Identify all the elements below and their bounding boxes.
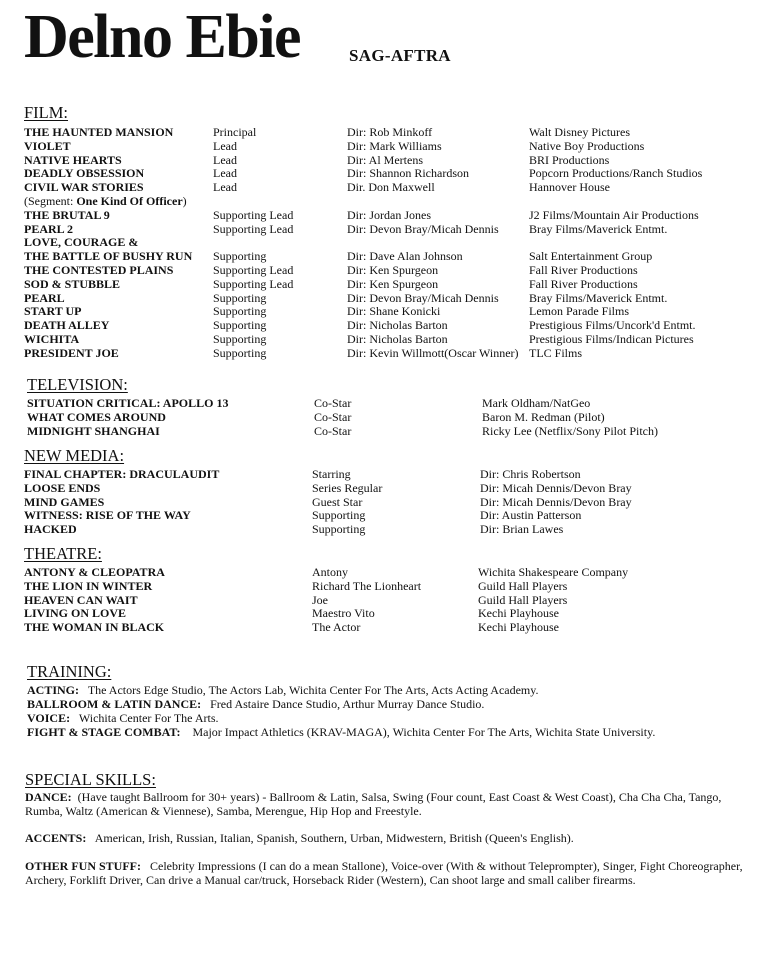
- television-heading: TELEVISION:: [27, 375, 128, 394]
- credit-director: Dir: Dave Alan Johnson: [347, 249, 463, 264]
- credit-row: [24, 305, 759, 319]
- dance-skills: [25, 790, 753, 818]
- credit-company: Kechi Playhouse: [478, 606, 559, 621]
- credit-row: [24, 181, 759, 195]
- credit-row: [24, 347, 759, 361]
- training-section: [27, 663, 655, 739]
- actor-name: Delno Ebie: [24, 3, 301, 71]
- credit-title: HACKED: [24, 522, 77, 537]
- credit-director: Dir: Austin Patterson: [480, 508, 582, 523]
- credit-director: Dir: Brian Lawes: [480, 522, 564, 537]
- segment-title: One Kind Of Officer: [76, 193, 183, 208]
- credit-role: Lead: [213, 138, 237, 153]
- credit-company: Walt Disney Pictures: [529, 125, 631, 139]
- training-label: ACTING:: [27, 683, 80, 697]
- credit-title: THE BRUTAL 9: [24, 207, 110, 222]
- theatre-heading: THEATRE:: [24, 544, 102, 563]
- training-item: [27, 683, 655, 697]
- special-skills-heading: SPECIAL SKILLS:: [25, 770, 156, 789]
- credit-director: Dir: Kevin Willmott(Oscar Winner): [347, 345, 519, 360]
- credit-company: J2 Films/Mountain Air Productions: [529, 207, 699, 222]
- credit-title: PEARL: [24, 290, 65, 305]
- credit-role: Lead: [213, 152, 237, 167]
- credit-row: [24, 523, 740, 537]
- credit-company: Guild Hall Players: [478, 578, 568, 593]
- training-text: The Actors Edge Studio, The Actors Lab, Wichita Center For The Arts, Acts Acting Academy.: [87, 683, 539, 697]
- credit-role: Starring: [312, 467, 351, 481]
- training-heading: TRAINING:: [27, 662, 112, 681]
- new-media-table: [24, 468, 740, 537]
- credit-role: Supporting: [312, 508, 366, 523]
- training-text: Fred Astaire Dance Studio, Arthur Murray Dance Studio.: [210, 697, 485, 711]
- credit-row: [24, 468, 740, 482]
- credit-title: THE CONTESTED PLAINS: [24, 262, 174, 277]
- accent-skills: [25, 831, 753, 845]
- credit-role: Richard The Lionheart: [312, 578, 422, 593]
- film-segment-note: [24, 195, 759, 209]
- credit-company: Native Boy Productions: [529, 138, 645, 153]
- theatre-section: [24, 545, 740, 635]
- film-table: [24, 126, 759, 361]
- segment-suffix: ): [182, 193, 187, 208]
- credit-row: [24, 236, 759, 250]
- credit-role: Supporting: [213, 290, 267, 305]
- credit-row: [24, 566, 740, 580]
- credit-title: LIVING ON LOVE: [24, 606, 127, 621]
- credit-director: Dir: Chris Robertson: [480, 467, 581, 481]
- credit-company: TLC Films: [529, 345, 583, 360]
- credit-row: [24, 209, 759, 223]
- credit-company: Bray Films/Maverick Entmt.: [529, 221, 668, 236]
- credit-role: Supporting Lead: [213, 262, 294, 277]
- credit-role: Principal: [213, 125, 257, 139]
- training-text: Wichita Center For The Arts.: [78, 711, 219, 725]
- credit-row: [24, 496, 740, 510]
- credit-company: Prestigious Films/Uncork'd Entmt.: [529, 318, 696, 333]
- credit-company: Kechi Playhouse: [478, 620, 559, 635]
- credit-title: PRESIDENT JOE: [24, 345, 119, 360]
- credit-director: Dir: Nicholas Barton: [347, 318, 448, 333]
- credit-row: [24, 621, 740, 635]
- credit-title: THE LION IN WINTER: [24, 578, 153, 593]
- television-section: [27, 376, 742, 438]
- credit-company: Salt Entertainment Group: [529, 249, 653, 264]
- credit-company: Lemon Parade Films: [529, 304, 629, 319]
- credit-row: [24, 167, 759, 181]
- other-skills: [25, 859, 753, 887]
- credit-row: [24, 607, 740, 621]
- credit-title: LOOSE ENDS: [24, 480, 101, 495]
- credit-director: [347, 236, 529, 250]
- credit-title: MIND GAMES: [24, 494, 105, 509]
- credit-role: Supporting: [213, 318, 267, 333]
- film-heading: FILM:: [24, 103, 69, 122]
- accents-label: ACCENTS:: [25, 831, 87, 846]
- credit-row: [24, 509, 740, 523]
- credit-title: WITNESS: RISE OF THE WAY: [24, 508, 191, 523]
- training-item: [27, 711, 655, 725]
- credit-role: Series Regular: [312, 480, 383, 495]
- new-media-section: [24, 447, 740, 537]
- credit-network: Baron M. Redman (Pilot): [482, 409, 605, 424]
- credit-network: Ricky Lee (Netflix/Sony Pilot Pitch): [482, 423, 658, 438]
- credit-role: Supporting: [312, 522, 366, 537]
- credit-role: Supporting Lead: [213, 276, 294, 291]
- credit-director: Dir: Shannon Richardson: [347, 166, 469, 181]
- credit-role: Supporting Lead: [213, 207, 294, 222]
- credit-row: [27, 425, 742, 439]
- credit-title: WHAT COMES AROUND: [27, 409, 166, 424]
- credit-role: Maestro Vito: [312, 606, 375, 621]
- credit-role: Supporting: [213, 331, 267, 346]
- credit-row: [24, 292, 759, 306]
- credit-director: Dir: Devon Bray/Micah Dennis: [347, 221, 499, 236]
- training-item: [27, 697, 655, 711]
- credit-title: THE BATTLE OF BUSHY RUN: [24, 249, 193, 264]
- union-affiliation: SAG-AFTRA: [349, 46, 451, 65]
- credit-role: Guest Star: [312, 494, 363, 509]
- credit-row: [24, 333, 759, 347]
- credit-director: Dir: Mark Williams: [347, 138, 442, 153]
- new-media-heading: NEW MEDIA:: [24, 446, 125, 465]
- credit-role: Co-Star: [314, 423, 352, 438]
- credit-director: Dir: Devon Bray/Micah Dennis: [347, 290, 499, 305]
- credit-company: Fall River Productions: [529, 262, 638, 277]
- credit-role: Supporting: [213, 249, 267, 264]
- credit-title: THE HAUNTED MANSION: [24, 125, 174, 139]
- credit-title: START UP: [24, 304, 82, 319]
- credit-title: WICHITA: [24, 331, 80, 346]
- credit-title: DEADLY OBSESSION: [24, 166, 145, 181]
- credit-role: [213, 236, 347, 250]
- dance-label: DANCE:: [25, 790, 72, 804]
- segment-prefix: (Segment:: [24, 193, 77, 208]
- credit-director: Dir: Jordan Jones: [347, 207, 431, 222]
- credit-row: [27, 397, 742, 411]
- credit-title: FINAL CHAPTER: DRACULAUDIT: [24, 467, 220, 481]
- credit-company: Guild Hall Players: [478, 592, 568, 607]
- credit-title: MIDNIGHT SHANGHAI: [27, 423, 160, 438]
- credit-company: Hannover House: [529, 180, 610, 195]
- credit-title: LOVE, COURAGE &: [24, 235, 139, 250]
- credit-director: Dir: Al Mertens: [347, 152, 423, 167]
- credit-title: THE WOMAN IN BLACK: [24, 620, 165, 635]
- credit-company: Bray Films/Maverick Entmt.: [529, 290, 668, 305]
- credit-row: [24, 264, 759, 278]
- credit-company: [529, 236, 759, 250]
- credit-company: Prestigious Films/Indican Pictures: [529, 331, 694, 346]
- credit-director: Dir: Nicholas Barton: [347, 331, 448, 346]
- credit-row: [24, 223, 759, 237]
- credit-role: Supporting Lead: [213, 221, 294, 236]
- training-label: BALLROOM & LATIN DANCE:: [27, 697, 202, 711]
- credit-role: Supporting: [213, 345, 267, 360]
- credit-row: [24, 278, 759, 292]
- credit-director: Dir: Shane Konicki: [347, 304, 441, 319]
- credit-role: Lead: [213, 180, 237, 195]
- credit-row: [24, 154, 759, 168]
- credit-row: [24, 195, 759, 209]
- credit-row: [24, 126, 759, 140]
- credit-role: The Actor: [312, 620, 361, 635]
- theatre-table: [24, 566, 740, 635]
- credit-title: HEAVEN CAN WAIT: [24, 592, 138, 607]
- training-label: VOICE:: [27, 711, 71, 725]
- other-label: OTHER FUN STUFF:: [25, 858, 142, 873]
- credit-title: NATIVE HEARTS: [24, 152, 122, 167]
- other-text: Celebrity Impressions (I can do a mean Stallone), Voice-over (With & without Teleprompter), Singer, Fight Choreographer, Archery, Forklift Driver, Can drive a Manual car/truck, Horseback Rider (Western), Can shoot large and small caliber firearms.: [25, 858, 743, 887]
- credit-row: [24, 319, 759, 333]
- credit-director: Dir: Ken Spurgeon: [347, 262, 439, 277]
- credit-row: [24, 580, 740, 594]
- credit-title: DEATH ALLEY: [24, 318, 110, 333]
- credit-row: [27, 411, 742, 425]
- training-label: FIGHT & STAGE COMBAT:: [27, 725, 181, 739]
- film-section: [24, 104, 759, 361]
- credit-company: Popcorn Productions/Ranch Studios: [529, 166, 703, 181]
- credit-title: ANTONY & CLEOPATRA: [24, 565, 165, 579]
- credit-role: Antony: [312, 565, 348, 579]
- credit-row: [24, 140, 759, 154]
- credit-row: [24, 250, 759, 264]
- credit-director: Dir: Micah Dennis/Devon Bray: [480, 494, 632, 509]
- credit-role: Co-Star: [314, 409, 352, 424]
- credit-director: Dir: Rob Minkoff: [347, 125, 433, 139]
- credit-company: Wichita Shakespeare Company: [478, 565, 629, 579]
- training-list: [27, 683, 655, 739]
- special-skills-section: [25, 771, 753, 887]
- credit-title: CIVIL WAR STORIES: [24, 180, 144, 195]
- training-text: Major Impact Athletics (KRAV-MAGA), Wichita Center For The Arts, Wichita State University.: [192, 725, 656, 739]
- credit-director: Dir: Ken Spurgeon: [347, 276, 439, 291]
- credit-role: Co-Star: [314, 396, 352, 410]
- credit-role: Supporting: [213, 304, 267, 319]
- television-table: [27, 397, 742, 438]
- credit-company: BRI Productions: [529, 152, 610, 167]
- accents-text: American, Irish, Russian, Italian, Spanish, Southern, Urban, Midwestern, British (Queen's English).: [94, 831, 574, 846]
- credit-network: Mark Oldham/NatGeo: [482, 396, 591, 410]
- credit-role: Joe: [312, 592, 328, 607]
- credit-row: [24, 482, 740, 496]
- credit-director: Dir: Micah Dennis/Devon Bray: [480, 480, 632, 495]
- training-item: [27, 725, 655, 739]
- credit-title: SITUATION CRITICAL: APOLLO 13: [27, 396, 229, 410]
- credit-company: Fall River Productions: [529, 276, 638, 291]
- credit-title: VIOLET: [24, 138, 71, 153]
- credit-director: Dir. Don Maxwell: [347, 180, 435, 195]
- dance-text: (Have taught Ballroom for 30+ years) - Ballroom & Latin, Salsa, Swing (Four count, East Coast & West Coast), Cha Cha Cha, Tango, Rumba, Waltz (American & Viennese), Samba, Merengue, Hip Hop and Freestyle.: [25, 790, 722, 819]
- credit-row: [24, 594, 740, 608]
- credit-title: PEARL 2: [24, 221, 74, 236]
- credit-role: Lead: [213, 166, 237, 181]
- credit-title: SOD & STUBBLE: [24, 276, 121, 291]
